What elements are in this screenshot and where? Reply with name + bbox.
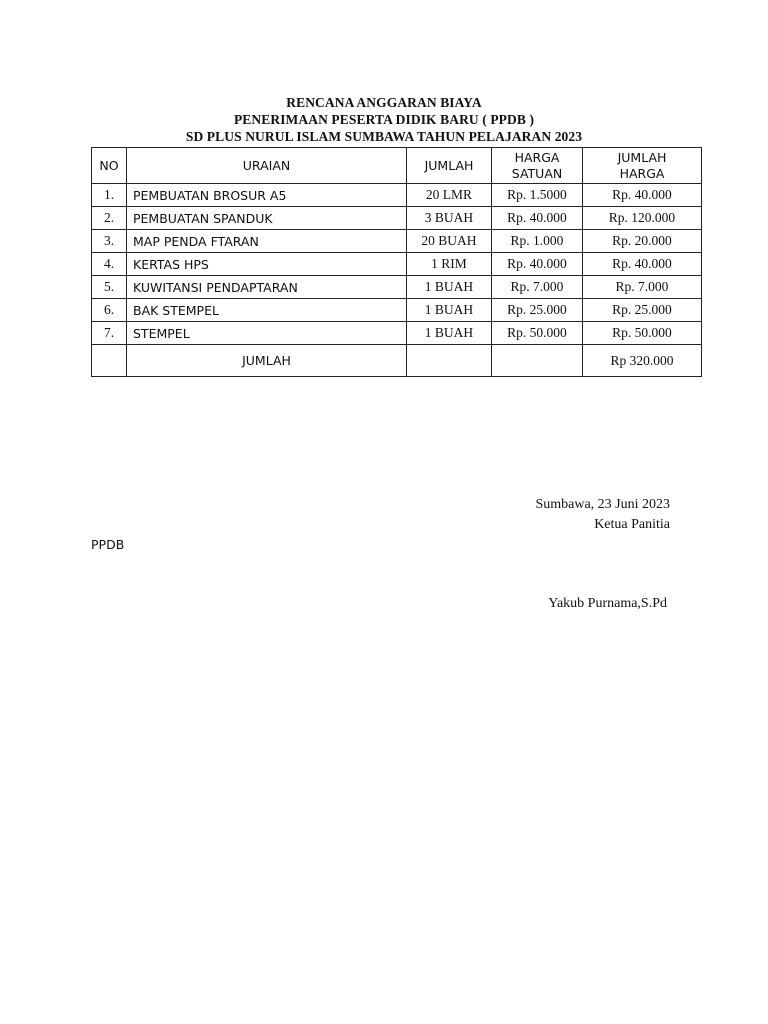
header-jumlah-harga-line-2: HARGA xyxy=(619,165,665,181)
table-row xyxy=(92,276,702,299)
cell-harga-satuan: Rp. 40.000 xyxy=(492,207,583,230)
table-row xyxy=(92,207,702,230)
header-no-label: NO xyxy=(99,157,119,173)
signature-organization: PPDB xyxy=(91,537,125,552)
cell-uraian: PEMBUATAN BROSUR A5 xyxy=(127,184,407,207)
cell-jumlah-harga: Rp. 7.000 xyxy=(583,276,702,299)
cell-total-value: Rp 320.000 xyxy=(583,345,702,377)
cell-harga-satuan: Rp. 50.000 xyxy=(492,322,583,345)
cell-jumlah: 1 BUAH xyxy=(407,299,492,322)
cell-jumlah-harga: Rp. 120.000 xyxy=(583,207,702,230)
cell-uraian: BAK STEMPEL xyxy=(127,299,407,322)
table-header-row xyxy=(92,148,702,184)
document-title-line-2: PENERIMAAN PESERTA DIDIK BARU ( PPDB ) xyxy=(233,112,535,127)
cell-no: 2. xyxy=(92,207,127,230)
cell-uraian: MAP PENDA FTARAN xyxy=(127,230,407,253)
cell-jumlah-harga: Rp. 20.000 xyxy=(583,230,702,253)
cell-no: 7. xyxy=(92,322,127,345)
signature-name: Yakub Purnama,S.Pd xyxy=(548,596,667,611)
signature-place-date: Sumbawa, 23 Juni 2023 xyxy=(535,497,670,512)
cell-no: 3. xyxy=(92,230,127,253)
cell-total-jumlah-empty xyxy=(407,345,492,377)
cell-harga-satuan: Rp. 1.000 xyxy=(492,230,583,253)
table-row xyxy=(92,184,702,207)
cell-total-harga-empty xyxy=(492,345,583,377)
cell-jumlah: 1 BUAH xyxy=(407,322,492,345)
table-row xyxy=(92,322,702,345)
header-jumlah-label: JUMLAH xyxy=(424,157,474,173)
cell-total-label: JUMLAH xyxy=(127,345,407,377)
table-row xyxy=(92,299,702,322)
header-jumlah-harga-line-1: JUMLAH xyxy=(617,149,667,165)
cell-no: 5. xyxy=(92,276,127,299)
budget-table xyxy=(91,147,702,377)
cell-jumlah: 20 LMR xyxy=(407,184,492,207)
table-row xyxy=(92,230,702,253)
cell-uraian: STEMPEL xyxy=(127,322,407,345)
cell-no: 1. xyxy=(92,184,127,207)
header-no xyxy=(92,148,127,184)
document-title-line-1: RENCANA ANGGARAN BIAYA xyxy=(286,95,482,110)
cell-jumlah: 20 BUAH xyxy=(407,230,492,253)
cell-uraian: KERTAS HPS xyxy=(127,253,407,276)
header-jumlah-harga xyxy=(583,148,702,184)
cell-uraian: KUWITANSI PENDAPTARAN xyxy=(127,276,407,299)
header-uraian-label: URAIAN xyxy=(242,157,291,173)
header-harga-satuan-line-1: HARGA xyxy=(514,149,560,165)
cell-no: 4. xyxy=(92,253,127,276)
cell-jumlah-harga: Rp. 40.000 xyxy=(583,253,702,276)
header-jumlah xyxy=(407,148,492,184)
header-harga-satuan-line-2: SATUAN xyxy=(511,165,563,181)
cell-jumlah-harga: Rp. 50.000 xyxy=(583,322,702,345)
signature-role: Ketua Panitia xyxy=(594,517,670,532)
cell-jumlah: 1 BUAH xyxy=(407,276,492,299)
cell-uraian: PEMBUATAN SPANDUK xyxy=(127,207,407,230)
cell-harga-satuan: Rp. 25.000 xyxy=(492,299,583,322)
cell-no: 6. xyxy=(92,299,127,322)
header-uraian xyxy=(127,148,407,184)
cell-jumlah-harga: Rp. 25.000 xyxy=(583,299,702,322)
document-title-line-3: SD PLUS NURUL ISLAM SUMBAWA TAHUN PELAJARAN 2023 xyxy=(185,129,583,144)
cell-harga-satuan: Rp. 1.5000 xyxy=(492,184,583,207)
cell-total-no-empty xyxy=(92,345,127,377)
table-total-row xyxy=(92,345,702,377)
cell-jumlah: 3 BUAH xyxy=(407,207,492,230)
cell-jumlah: 1 RIM xyxy=(407,253,492,276)
table-row xyxy=(92,253,702,276)
cell-jumlah-harga: Rp. 40.000 xyxy=(583,184,702,207)
cell-harga-satuan: Rp. 7.000 xyxy=(492,276,583,299)
header-harga-satuan xyxy=(492,148,583,184)
cell-harga-satuan: Rp. 40.000 xyxy=(492,253,583,276)
